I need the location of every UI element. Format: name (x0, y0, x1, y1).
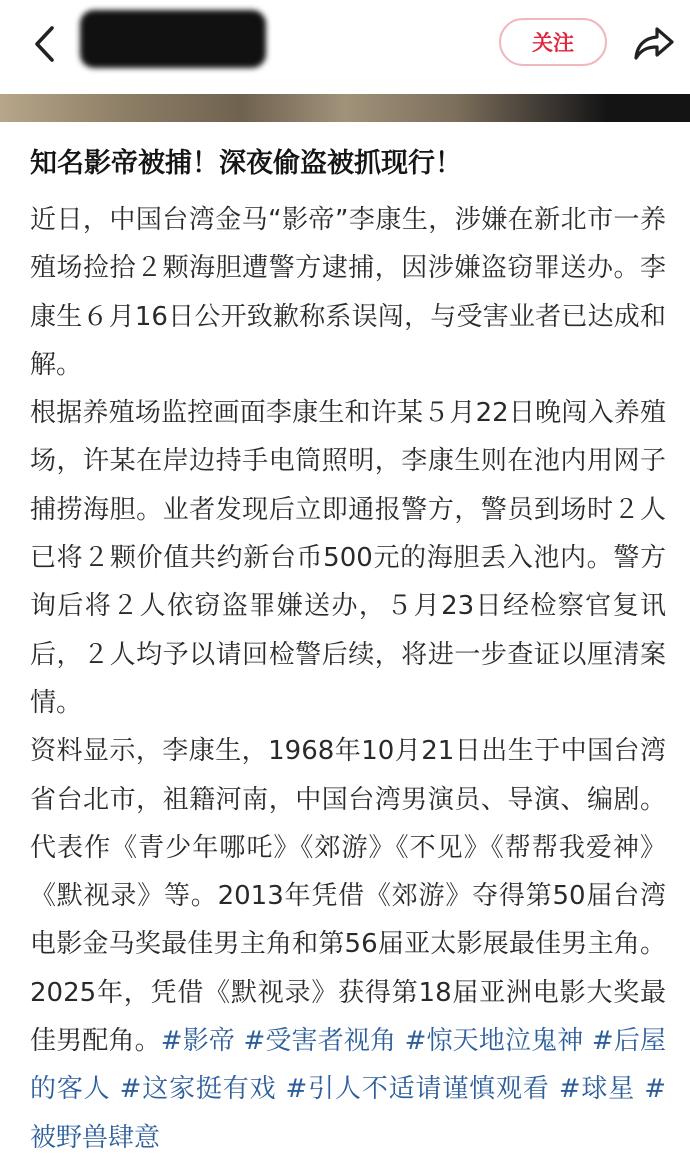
back-button[interactable] (22, 18, 68, 70)
hashtag-link[interactable]: #影帝 (160, 1026, 236, 1057)
follow-button-label: 关注 (532, 31, 574, 55)
follow-button[interactable] (499, 18, 607, 66)
hashtag-link[interactable]: #惊天地泣鬼神 (404, 1026, 584, 1057)
redacted-account-name (80, 10, 266, 68)
article-paragraph-text: 资料显示，李康生，1968年10月21日出生于中国台湾省台北市，祖籍河南，中国台湾男演员、导演、编剧。代表作《青少年哪吒》《郊游》《不见》《帮帮我爱神》《默视录》等。2013年凭借《郊游》夺得第50届台湾电影金马奖最佳男主角和第56届亚太影展最佳男主角。2025年，凭借《默视录》获得第18届亚洲电影大奖最佳男配角。 (30, 736, 666, 1057)
hashtag-link[interactable]: #受害者视角 (243, 1026, 397, 1057)
article-title: 知名影帝被捕！深夜偷盗被抓现行！ (30, 148, 462, 179)
hashtag-link[interactable]: #被野兽肆意 (30, 1074, 667, 1153)
hashtag-link[interactable]: #球星 (558, 1074, 636, 1105)
hashtag-link[interactable]: #后屋的客人 (30, 1026, 666, 1105)
share-arrow-icon (633, 25, 675, 63)
article-paragraph: 近日，中国台湾金马“影帝”李康生，涉嫌在新北市一养殖场捡拾２颗海胆遭警方逮捕，因涉嫌盗窃罪送办。李康生６月16日公开致歉称系误闯，与受害业者已达成和解。 (30, 205, 666, 380)
article-image[interactable] (0, 94, 690, 122)
share-button[interactable] (628, 20, 680, 68)
hashtag-link[interactable]: #引人不适请谨慎观看 (285, 1074, 550, 1105)
chevron-left-icon (32, 24, 58, 64)
hashtag-link[interactable]: #这家挺有戏 (119, 1074, 277, 1105)
article-body (30, 196, 666, 1162)
top-nav-bar (0, 0, 690, 94)
article-paragraph-with-tags (30, 727, 666, 1162)
article-paragraph: 根据养殖场监控画面李康生和许某５月22日晚闯入养殖场，许某在岸边持手电筒照明，李康生则在池内用网子捕捞海胆。业者发现后立即通报警方，警员到场时２人已将２颗价值共约新台币500元的海胆丢入池内。警方询后将２人依窃盗罪嫌送办，５月23日经检察官复讯后，２人均予以请回检警后续，将进一步查证以厘清案情。 (30, 398, 666, 718)
